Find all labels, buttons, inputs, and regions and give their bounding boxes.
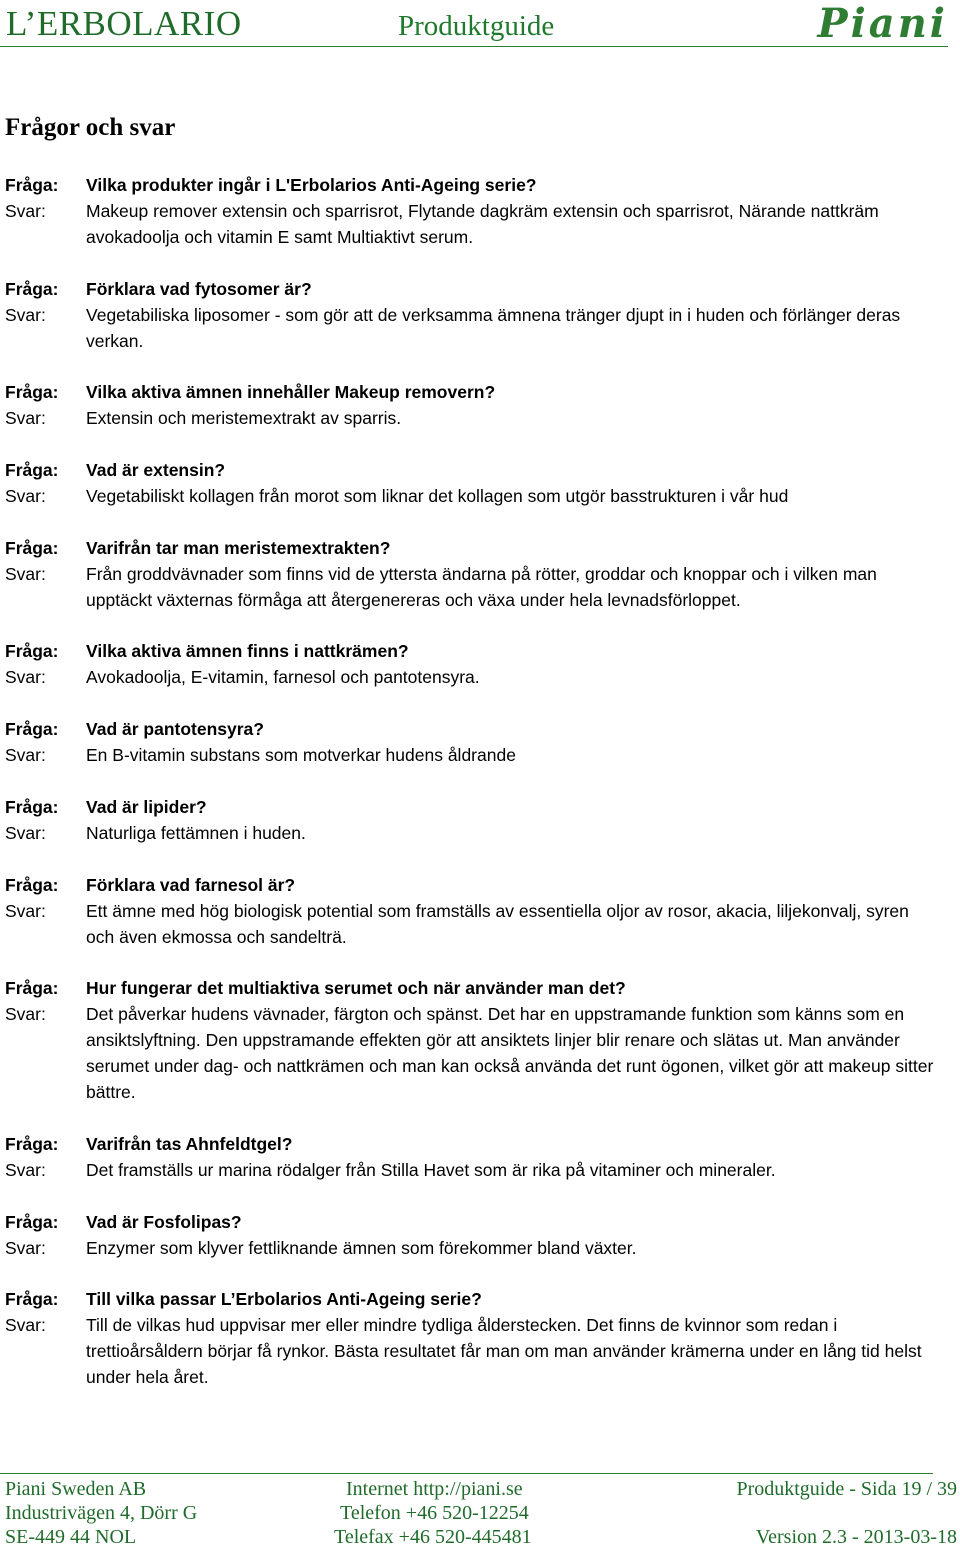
answer-text: Naturliga fettämnen i huden. bbox=[86, 822, 306, 843]
footer-company: Piani Sweden AB bbox=[5, 1478, 147, 1500]
page-header bbox=[0, 0, 960, 48]
answer-row bbox=[5, 405, 940, 431]
answer-text: Avokadoolja, E-vitamin, farnesol och pantotensyra. bbox=[86, 667, 480, 688]
question-text: Förklara vad fytosomer är? bbox=[86, 278, 312, 299]
qa-item bbox=[5, 1209, 940, 1261]
question-label: Fråga: bbox=[5, 278, 59, 299]
qa-item bbox=[5, 975, 940, 1105]
question-row bbox=[5, 1131, 940, 1157]
answer-text: Det framställs ur marina rödalger från Stilla Havet som är rika på vitaminer och mineraler. bbox=[86, 1159, 776, 1180]
footer-internet: Internet http://piani.se bbox=[346, 1478, 523, 1500]
footer-address-line-1: Industrivägen 4, Dörr G bbox=[5, 1502, 198, 1524]
answer-label: Svar: bbox=[5, 667, 46, 688]
answer-label: Svar: bbox=[5, 822, 46, 843]
qa-item bbox=[5, 1286, 940, 1390]
question-text: Förklara vad farnesol är? bbox=[86, 874, 296, 895]
answer-row bbox=[5, 302, 940, 354]
question-text: Varifrån tas Ahnfeldtgel? bbox=[86, 1133, 293, 1154]
answer-row bbox=[5, 820, 940, 846]
question-row bbox=[5, 794, 940, 820]
qa-item bbox=[5, 276, 940, 354]
answer-text: Vegetabiliskt kollagen från morot som liknar det kollagen som utgör basstrukturen i vår hud bbox=[86, 486, 789, 507]
answer-text: En B-vitamin substans som motverkar hudens åldrande bbox=[86, 745, 516, 766]
question-text: Hur fungerar det multiaktiva serumet och när använder man det? bbox=[86, 978, 626, 999]
question-label: Fråga: bbox=[5, 1211, 59, 1232]
section-title: Frågor och svar bbox=[5, 114, 176, 141]
answer-label: Svar: bbox=[5, 408, 46, 429]
question-text: Vad är Fosfolipas? bbox=[86, 1211, 242, 1232]
qa-item bbox=[5, 457, 940, 509]
qa-item bbox=[5, 535, 940, 613]
answer-row bbox=[5, 1235, 940, 1261]
answer-label: Svar: bbox=[5, 1004, 46, 1025]
question-row bbox=[5, 975, 940, 1001]
question-label: Fråga: bbox=[5, 537, 59, 558]
footer-fax: Telefax +46 520-445481 bbox=[334, 1526, 532, 1548]
question-label: Fråga: bbox=[5, 175, 59, 195]
footer-divider bbox=[0, 1473, 933, 1474]
qa-item bbox=[5, 638, 940, 690]
answer-row bbox=[5, 898, 940, 950]
question-row bbox=[5, 872, 940, 898]
header-title: Produktguide bbox=[398, 10, 555, 42]
answer-text: Makeup remover extensin och sparrisrot, Flytande dagkräm extensin och sparrisrot, Närande nattkräm avokadoolja och vitamin E samt Multiaktivt serum. bbox=[86, 201, 879, 247]
answer-label: Svar: bbox=[5, 563, 46, 584]
answer-row bbox=[5, 561, 940, 613]
question-label: Fråga: bbox=[5, 796, 59, 817]
answer-row bbox=[5, 1001, 940, 1105]
question-row bbox=[5, 276, 940, 302]
answer-text: Från groddvävnader som finns vid de yttersta ändarna på rötter, groddar och knoppar och i vilken man upptäckt växternas förmåga att återgenereras och växa under hela levnadsförloppet. bbox=[86, 563, 877, 610]
answer-text: Ett ämne med hög biologisk potential som framställs av essentiella oljor av rosor, akacia, liljekonvalj, syren och även ekmossa och sandelträ. bbox=[86, 900, 909, 947]
question-row bbox=[5, 1209, 940, 1235]
answer-text: Extensin och meristemextrakt av sparris. bbox=[86, 408, 402, 429]
question-label: Fråga: bbox=[5, 1289, 59, 1310]
question-row bbox=[5, 457, 940, 483]
qa-item bbox=[5, 379, 940, 431]
answer-text: Vegetabiliska liposomer - som gör att de verksamma ämnena tränger djupt in i huden och förlänger deras verkan. bbox=[86, 304, 901, 351]
answer-label: Svar: bbox=[5, 201, 46, 221]
answer-label: Svar: bbox=[5, 304, 46, 325]
qa-item bbox=[5, 716, 940, 768]
question-row bbox=[5, 535, 940, 561]
question-row bbox=[5, 172, 940, 198]
answer-row bbox=[5, 483, 940, 509]
question-row bbox=[5, 716, 940, 742]
question-text: Vad är lipider? bbox=[86, 796, 207, 817]
question-text: Vad är extensin? bbox=[86, 460, 226, 481]
answer-text: Enzymer som klyver fettliknande ämnen som förekommer bland växter. bbox=[86, 1237, 637, 1258]
qa-list bbox=[5, 172, 940, 1416]
qa-item bbox=[5, 1131, 940, 1183]
footer-version: Version 2.3 - 2013-03-18 bbox=[755, 1526, 957, 1548]
answer-label: Svar: bbox=[5, 745, 46, 766]
question-label: Fråga: bbox=[5, 719, 59, 740]
answer-text: Det påverkar hudens vävnader, färgton och spänst. Det har en uppstramande funktion som känns som en ansiktslyftning. Den uppstramande effekten gör att ansiktets linjer blir renare och slätas ut. Man använder serumet under dag- och nattkrämen och man kan också använda det runt ögonen, vilket gör att makeup sitter bättre. bbox=[86, 1004, 934, 1103]
answer-label: Svar: bbox=[5, 1237, 46, 1258]
footer-address-line-2: SE-449 44 NOL bbox=[5, 1526, 137, 1548]
qa-item bbox=[5, 172, 940, 250]
question-label: Fråga: bbox=[5, 460, 59, 481]
question-label: Fråga: bbox=[5, 641, 59, 662]
answer-label: Svar: bbox=[5, 1315, 46, 1336]
answer-label: Svar: bbox=[5, 1159, 46, 1180]
question-label: Fråga: bbox=[5, 382, 59, 403]
answer-text: Till de vilkas hud uppvisar mer eller mindre tydliga ålderstecken. Det finns de kvinnor som redan i trettioårsåldern börjar få rynkor. Bästa resultatet får man om man använder krämerna under en lång tid helst under hela året. bbox=[86, 1315, 922, 1388]
qa-item bbox=[5, 872, 940, 950]
question-text: Vad är pantotensyra? bbox=[86, 719, 264, 740]
footer-page-number: Produktguide - Sida 19 / 39 bbox=[736, 1478, 957, 1500]
piani-logo: Piani bbox=[817, 0, 948, 47]
answer-label: Svar: bbox=[5, 900, 46, 921]
question-text: Varifrån tar man meristemextrakten? bbox=[86, 537, 391, 558]
qa-item bbox=[5, 794, 940, 846]
header-divider bbox=[0, 46, 948, 47]
erbolario-logo: L’ERBOLARIO bbox=[6, 4, 242, 43]
answer-row bbox=[5, 198, 940, 250]
answer-row bbox=[5, 1312, 940, 1390]
footer-phone: Telefon +46 520-12254 bbox=[340, 1502, 529, 1524]
question-label: Fråga: bbox=[5, 874, 59, 895]
answer-row bbox=[5, 664, 940, 690]
answer-row bbox=[5, 742, 940, 768]
question-row bbox=[5, 379, 940, 405]
question-row bbox=[5, 1286, 940, 1312]
answer-row bbox=[5, 1157, 940, 1183]
question-label: Fråga: bbox=[5, 978, 59, 999]
question-row bbox=[5, 638, 940, 664]
question-text: Vilka aktiva ämnen innehåller Makeup removern? bbox=[86, 382, 496, 403]
question-text: Vilka produkter ingår i L'Erbolarios Anti-Ageing serie? bbox=[86, 175, 537, 195]
answer-label: Svar: bbox=[5, 486, 46, 507]
question-text: Till vilka passar L’Erbolarios Anti-Ageing serie? bbox=[86, 1289, 482, 1310]
question-label: Fråga: bbox=[5, 1133, 59, 1154]
question-text: Vilka aktiva ämnen finns i nattkrämen? bbox=[86, 641, 409, 662]
